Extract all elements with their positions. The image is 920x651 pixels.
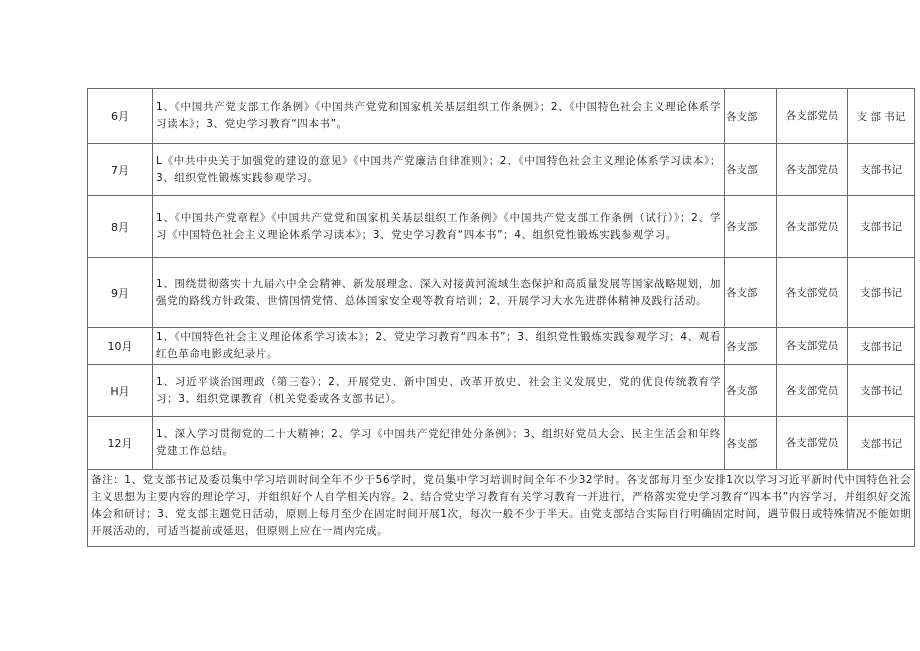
participants-cell: 各支部党员 <box>777 365 848 417</box>
participants-cell: 各支部党员 <box>777 328 848 365</box>
organizer-cell: 各支部 <box>725 196 777 258</box>
month-cell: 10月 <box>88 328 153 365</box>
organizer-cell: 各支部 <box>725 365 777 417</box>
content-cell: L《中共中央关于加强党的建设的意见》《中国共产党廉洁自律准则》；2、《中国特色社会主义理论体系学习读本》；3、组织党性锻炼实践参观学习。 <box>153 144 725 196</box>
month-cell: 12月 <box>88 417 153 470</box>
organizer-cell: 各支部 <box>725 417 777 470</box>
table-row <box>88 258 915 328</box>
organizer-cell: 各支部 <box>725 89 777 144</box>
content-cell: 1、《中国共产党支部工作条例》《中国共产党党和国家机关基层组织工作条例》；2、《中国特色社会主义理论体系学习读本》；3、党史学习教育“四本书”。 <box>153 89 725 144</box>
month-cell: 8月 <box>88 196 153 258</box>
month-cell: 6月 <box>88 89 153 144</box>
month-cell: 7月 <box>88 144 153 196</box>
organizer-cell: 各支部 <box>725 144 777 196</box>
participants-cell: 各支部党员 <box>777 196 848 258</box>
content-cell: 1、《中国特色社会主义理论体系学习读本》；2、党史学习教育“四本书”；3、组织党性锻炼实践参观学习；4、观看红色革命电影或纪录片。 <box>153 328 725 365</box>
table-row <box>88 144 915 196</box>
responsible-cell: 支部书记 <box>848 258 915 328</box>
content-cell: 1、《中国共产党章程》《中国共产党党和国家机关基层组织工作条例》《中国共产党支部工作条例（试行）》；2、学习《中国特色社会主义理论体系学习读本》；3、党史学习教育“四本书”；4、组织党性锻炼实践参观学习。 <box>153 196 725 258</box>
responsible-cell: 支部书记 <box>848 144 915 196</box>
responsible-cell: 支部书记 <box>848 196 915 258</box>
content-cell: 1、围绕贯彻落实十九届六中全会精神、新发展理念、深入对接黄河流域生态保护和高质量发展等国家战略规划，加强党的路线方针政策、世情国情党情、总体国家安全观等教育培训；2、开展学习大水先进群体精神及践行活动。 <box>153 258 725 328</box>
table-row <box>88 89 915 144</box>
participants-cell: 各支部党员 <box>777 417 848 470</box>
organizer-cell: 各支部 <box>725 328 777 365</box>
participants-cell: 各支部党员 <box>777 258 848 328</box>
participants-cell: 各支部党员 <box>777 144 848 196</box>
table-row <box>88 328 915 365</box>
note-row <box>88 470 915 547</box>
table-row <box>88 365 915 417</box>
content-cell: 1、深入学习贯彻党的二十大精神；2、学习《中国共产党纪律处分条例》；3、组织好党员大会、民主生活会和年终党建工作总结。 <box>153 417 725 470</box>
month-cell: H月 <box>88 365 153 417</box>
note-cell: 备注：1、党支部书记及委员集中学习培训时间全年不少于56学时，党员集中学习培训时间全年不少32学时。各支部每月至少安排1次以学习习近平新时代中国特色社会主义思想为主要内容的理论学习，并组织好个人自学相关内容。2、结合党史学习教育有关学习教育一并进行，严格落实党史学习教育“四本书”内容学习，并组织好交流体会和研讨；3、党支部主题党日活动，原则上每月至少在固定时间开展1次，每次一般不少于半天。由党支部结合实际自行明确固定时间，遇节假日或特殊情况不能如期开展活动的，可适当提前或延迟，但原则上应在一周内完成。 <box>88 470 915 547</box>
content-cell: 1、习近平谈治国理政（第三卷）；2、开展党史、新中国史、改革开放史、社会主义发展史，党的优良传统教育学习；3、组织党课教育（机关党委或各支部书记）。 <box>153 365 725 417</box>
study-plan-table <box>87 88 915 547</box>
responsible-cell: 支部书记 <box>848 328 915 365</box>
responsible-cell: 支 部 书记 <box>848 89 915 144</box>
table-row <box>88 196 915 258</box>
responsible-cell: 支部书记 <box>848 417 915 470</box>
responsible-cell: 支部书记 <box>848 365 915 417</box>
organizer-cell: 各支部 <box>725 258 777 328</box>
month-cell: 9月 <box>88 258 153 328</box>
participants-cell: 各支部党员 <box>777 89 848 144</box>
table-row <box>88 417 915 470</box>
